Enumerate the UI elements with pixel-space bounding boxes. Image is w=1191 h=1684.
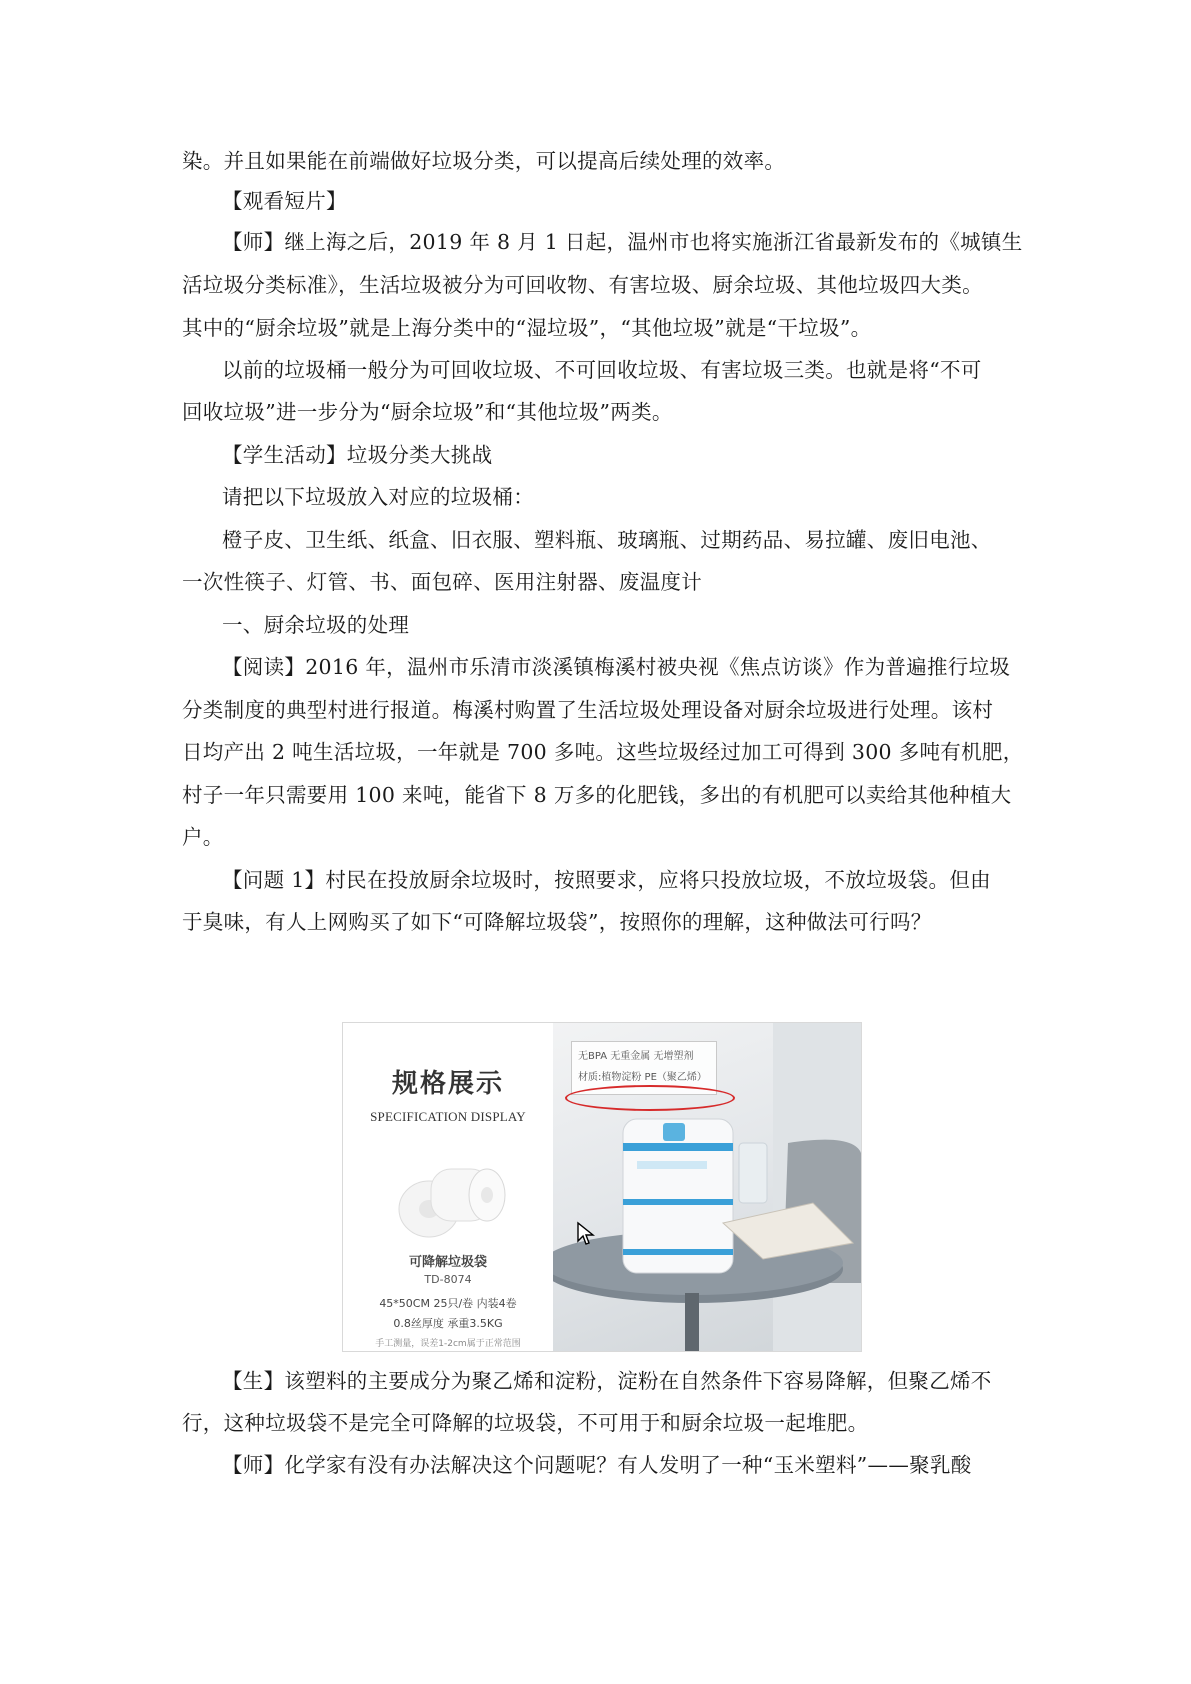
paragraph-line: 行，这种垃圾袋不是完全可降解的垃圾袋，不可用于和厨余垃圾一起堆肥。 (182, 1411, 869, 1435)
paragraph-line: 【师】化学家有没有办法解决这个问题呢？有人发明了一种“玉米塑料”——聚乳酸 (222, 1453, 972, 1477)
product-code: TD-8074 (424, 1273, 472, 1286)
paragraph-line: 【阅读】2016 年，温州市乐清市淡溪镇梅溪村被央视《焦点访谈》作为普遍推行垃圾 (222, 655, 1011, 679)
product-size: 45*50CM 25只/卷 内装4卷 (379, 1297, 517, 1310)
product-name: 可降解垃圾袋 (408, 1255, 487, 1270)
spec-title: 规格展示 (391, 1069, 504, 1099)
paragraph-line: 【生】该塑料的主要成分为聚乙烯和淀粉，淀粉在自然条件下容易降解，但聚乙烯不 (222, 1369, 992, 1393)
paragraph-line: 一次性筷子、灯管、书、面包碎、医用注射器、废温度计 (182, 570, 702, 594)
paragraph-line: 村子一年只需要用 100 来吨，能省下 8 万多的化肥钱，多出的有机肥可以卖给其他种植大 (182, 783, 1012, 807)
paragraph-line: 请把以下垃圾放入对应的垃圾桶： (222, 485, 534, 509)
paragraph-line: 户。 (182, 825, 224, 849)
product-photo (553, 1023, 861, 1351)
section-heading: 一、厨余垃圾的处理 (222, 613, 410, 637)
badge-no-bpa: 无BPA 无重金属 无增塑剂 (578, 1051, 694, 1062)
product-image (342, 1022, 862, 1352)
paragraph-line: 橙子皮、卫生纸、纸盒、旧衣服、塑料瓶、玻璃瓶、过期药品、易拉罐、废旧电池、 (222, 528, 992, 552)
garbage-bag-rolls-icon (391, 1149, 509, 1241)
paragraph-line: 活垃圾分类标准》，生活垃圾被分为可回收物、有害垃圾、厨余垃圾、其他垃圾四大类。 (182, 273, 983, 297)
measurement-note: 手工测量，误差1-2cm属于正常范围 (375, 1339, 521, 1349)
paragraph-line: 以前的垃圾桶一般分为可回收垃圾、不可回收垃圾、有害垃圾三类。也就是将“不可 (222, 358, 982, 382)
paragraph-line: 回收垃圾”进一步分为“厨余垃圾”和“其他垃圾”两类。 (182, 400, 673, 424)
section-label-student-activity: 【学生活动】垃圾分类大挑战 (222, 443, 493, 467)
paragraph-line: 【问题 1】村民在投放厨余垃圾时，按照要求，应将只投放垃圾，不放垃圾袋。但由 (222, 868, 991, 892)
section-label-watch-video: 【观看短片】 (222, 189, 347, 213)
paragraph-line: 染。并且如果能在前端做好垃圾分类，可以提高后续处理的效率。 (182, 149, 786, 173)
paragraph-line: 于臭味，有人上网购买了如下“可降解垃圾袋”，按照你的理解，这种做法可行吗？ (182, 910, 932, 934)
paragraph-line: 其中的“厨余垃圾”就是上海分类中的“湿垃圾”，“其他垃圾”就是“干垃圾”。 (182, 316, 872, 340)
highlight-ellipse (565, 1085, 735, 1111)
paragraph-line: 日均产出 2 吨生活垃圾，一年就是 700 多吨。这些垃圾经过加工可得到 300 多吨有机肥， (182, 740, 1024, 764)
product-thickness: 0.8丝厚度 承重3.5KG (393, 1317, 503, 1330)
spec-subtitle: SPECIFICATION DISPLAY (370, 1109, 526, 1124)
badge-material: 材质:植物淀粉 PE（聚乙烯） (578, 1072, 707, 1083)
paragraph-line: 分类制度的典型村进行报道。梅溪村购置了生活垃圾处理设备对厨余垃圾进行处理。该村 (182, 698, 994, 722)
mouse-cursor-icon (576, 1221, 596, 1247)
paragraph-line: 【师】继上海之后，2019 年 8 月 1 日起，温州市也将实施浙江省最新发布的《城镇生 (222, 230, 1023, 254)
product-spec-panel (343, 1023, 553, 1351)
